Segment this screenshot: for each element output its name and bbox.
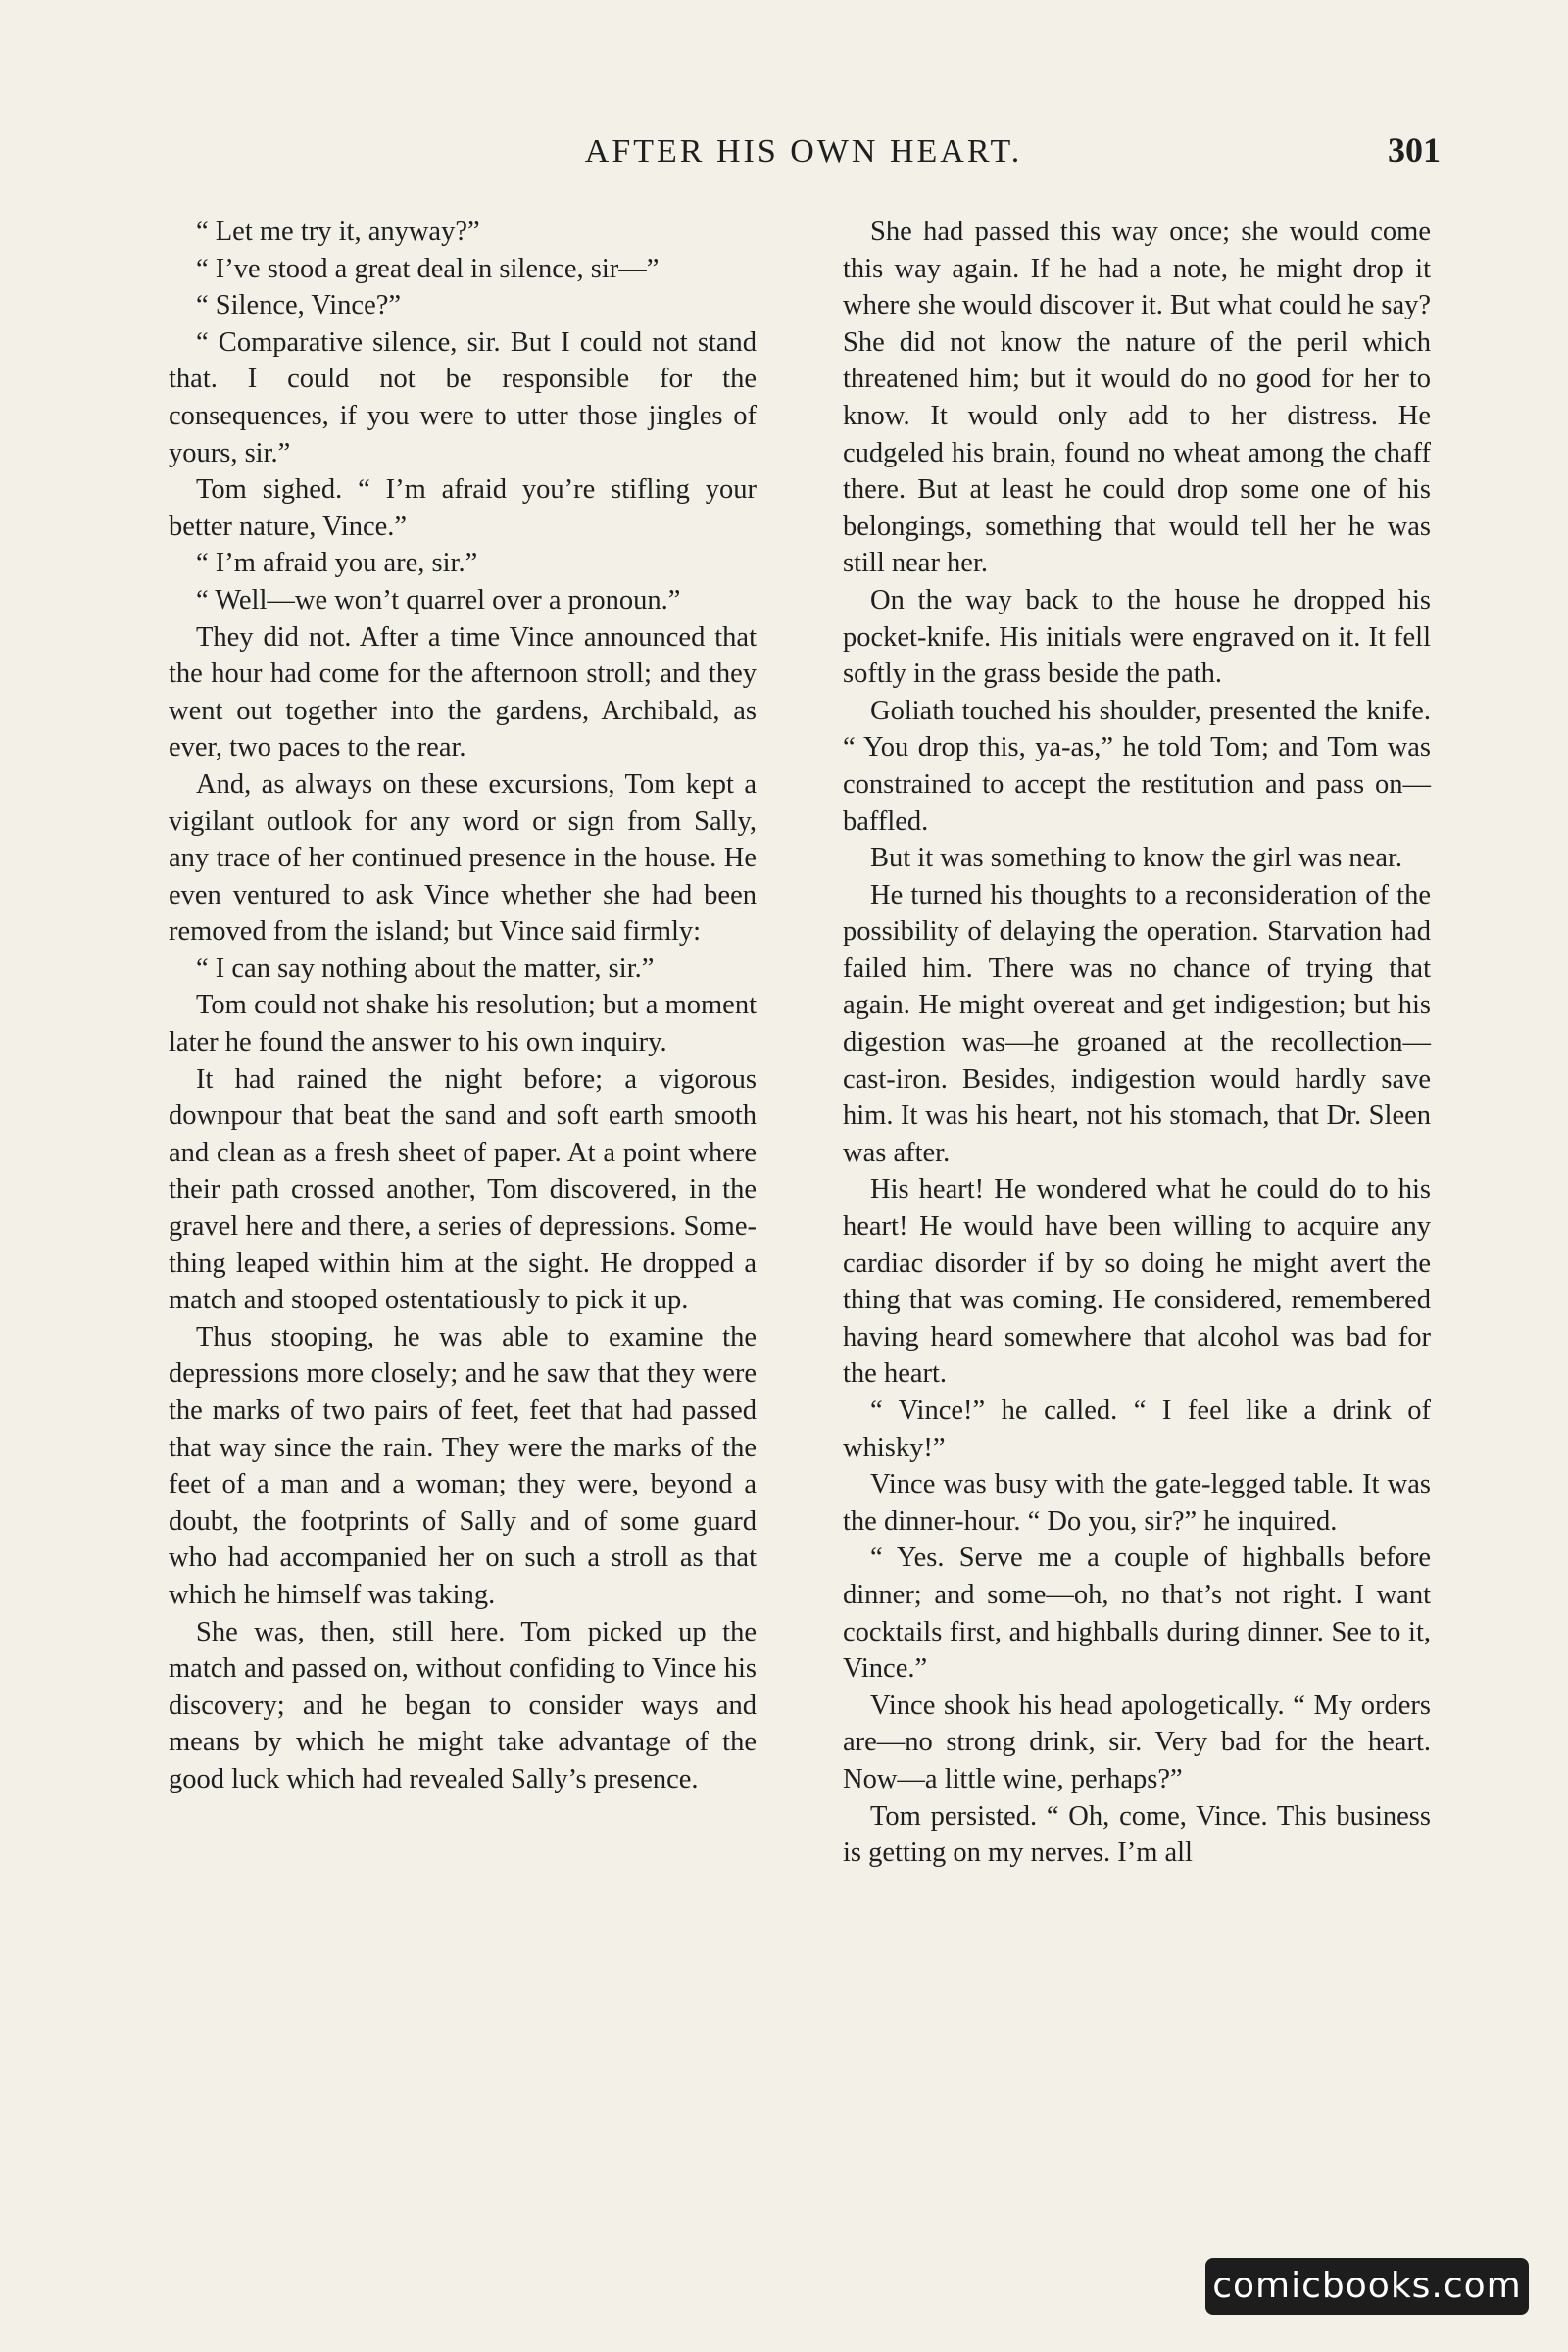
paragraph: It had rained the night before; a vigorous downpour that beat the sand and soft earth smooth and clean as a fresh sheet of paper. At a point where their path crossed another, Tom discovered, in the gravel here and there, a series of depressions. Something leaped within him at the sight. He dropped a match and stooped ostentatiously to pick it up. [169,1063,757,1316]
paragraph: They did not. After a time Vince announced that the hour had come for the afternoon stroll; and they went out together into the gardens, Archibald, as ever, two paces to the rear. [169,621,757,763]
paragraph: “ Silence, Vince?” [196,290,402,321]
paragraph: Tom could not shake his resolution; but a moment later he found the answer to his own inquiry. [169,990,757,1058]
paragraph: On the way back to the house he dropped his pocket-knife. His initials were engraved on it. It fell softly in the grass beside the path. [843,584,1431,690]
paragraph: She was, then, still here. Tom picked up the match and passed on, without confiding to Vince his discovery; and he began to consider ways and means by which he might take advantage of the good luck which had revealed Sally’s presence. [169,1616,757,1794]
page-number: 301 [1388,130,1441,170]
paragraph: “ I’ve stood a great deal in silence, sir—” [196,253,660,284]
running-head: AFTER HIS OWN HEART. [584,133,1023,170]
site-watermark: comicbooks.com [1205,2258,1529,2315]
paragraph: Vince was busy with the gate-legged table. It was the dinner-hour. “ Do you, sir?” he inquired. [843,1469,1431,1537]
paragraph: “ Comparative silence, sir. But I could not stand that. I could not be responsible for the consequences, if you were to utter those jingles of yours, sir.” [169,326,757,468]
paragraph: He turned his thoughts to a reconsideration of the possibility of delaying the operation. Starvation had failed him. There was no chance of trying that again. He might overeat and get indigestion; but his digestion was—he groaned at the recollection—cast-iron. Besides, indigestion would hardly save him. It was his heart, not his stomach, that Dr. Sleen was after. [843,879,1431,1168]
paragraph: “ Yes. Serve me a couple of highballs before dinner; and some—oh, no that’s not right. I want cocktails first, and highballs during dinner. See to it, Vince.” [843,1543,1431,1685]
paragraph: Thus stooping, he was able to examine the depressions more closely; and he saw that they were the marks of two pairs of feet, feet that had passed that way since the rain. They were the marks of the feet of a man and a woman; they were, beyond a doubt, the footprints of Sally and of some guard who had accompanied her on such a stroll as that which he himself was taking. [169,1321,757,1610]
paragraph: She had passed this way once; she would come this way again. If he had a note, he might drop it where she would discover it. But what could he say? She did not know the nature of the peril which threatened him; but it would do no good for her to know. It would only add to her distress. He cudgeled his brain, found no wheat among the chaff there. But at least he could drop some one of his belongings, something that would tell her he was still near her. [843,217,1431,579]
paragraph: His heart! He wondered what he could do to his heart! He would have been willing to acquire any cardiac disorder if by so doing he might avert the thing that was coming. He considered, remembered having heard somewhere that alcohol was bad for the heart. [843,1174,1431,1390]
paragraph: “ I can say nothing about the matter, sir.” [196,953,655,984]
paragraph: “ Well—we won’t quarrel over a pronoun.” [196,584,681,615]
paragraph: “ Let me try it, anyway?” [196,217,480,247]
paragraph: Vince shook his head apologetically. “ My orders are—no strong drink, sir. Very bad for the heart. Now—a little wine, perhaps?” [843,1690,1431,1794]
paragraph: Tom persisted. “ Oh, come, Vince. This business is getting on my nerves. I’m all [843,1800,1431,1869]
paragraph: “ I’m afraid you are, sir.” [196,548,478,579]
paragraph: Goliath touched his shoulder, presented the knife. “ You drop this, ya-as,” he told Tom; and Tom was constrained to accept the restitution and pass on—baffled. [843,695,1431,837]
left-column [169,214,757,1798]
right-column [843,214,1431,1872]
page-header [167,125,1441,184]
paragraph: Tom sighed. “ I’m afraid you’re stifling your better nature, Vince.” [169,474,757,542]
paragraph: “ Vince!” he called. “ I feel like a drink of whisky!” [843,1396,1431,1463]
paragraph: And, as always on these excursions, Tom kept a vigilant outlook for any word or sign from Sally, any trace of her continued presence in the house. He even ventured to ask Vince whether she had been removed from the island; but Vince said firmly: [169,768,757,948]
paragraph: But it was something to know the girl was near. [870,843,1403,874]
